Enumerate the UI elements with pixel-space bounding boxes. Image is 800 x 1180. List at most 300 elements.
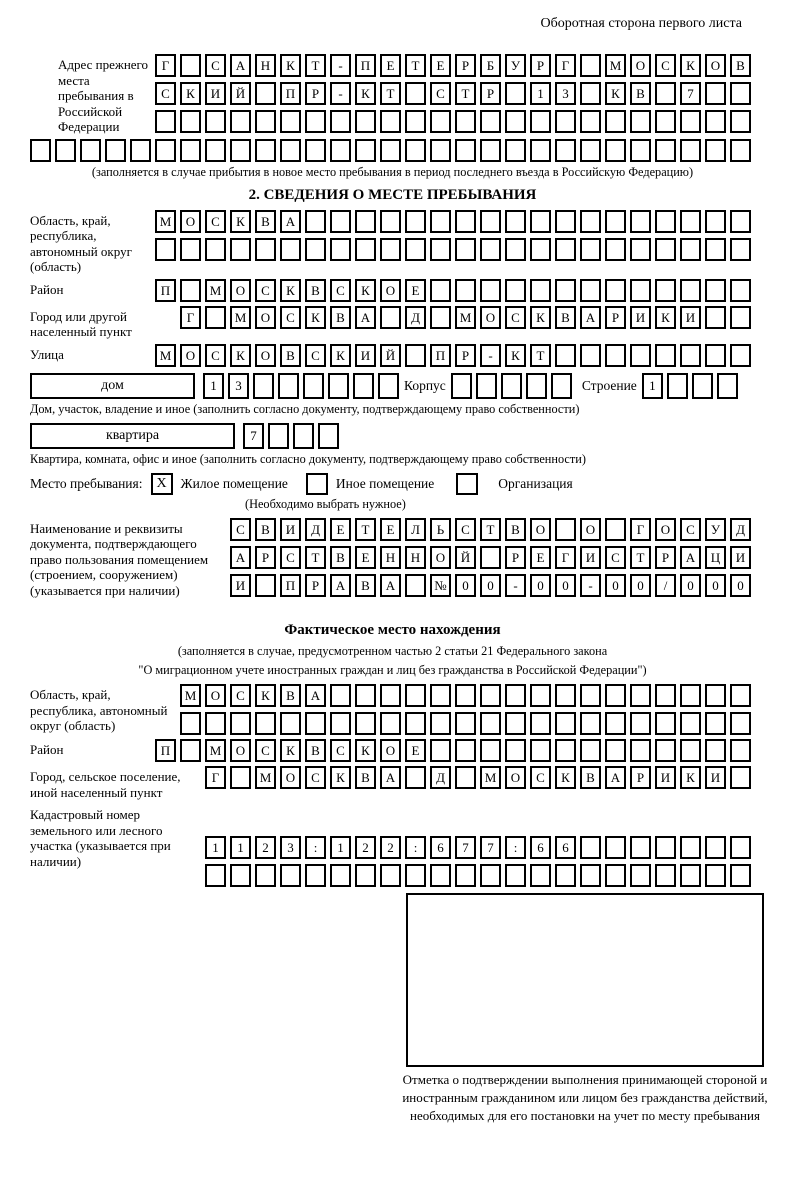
char-cell[interactable]: 2 (355, 836, 376, 859)
char-cell[interactable] (655, 82, 676, 105)
char-cell[interactable] (330, 238, 351, 261)
char-cell[interactable] (530, 139, 551, 162)
char-cell[interactable]: К (255, 684, 276, 707)
char-cell[interactable]: С (655, 54, 676, 77)
char-cell[interactable]: И (730, 546, 751, 569)
char-cell[interactable] (630, 864, 651, 887)
char-cell[interactable] (630, 712, 651, 735)
char-cell[interactable] (680, 139, 701, 162)
char-cell[interactable] (405, 110, 426, 133)
char-cell[interactable]: У (505, 54, 526, 77)
flat-type-box[interactable]: квартира (30, 423, 235, 449)
char-cell[interactable] (253, 373, 274, 399)
char-cell[interactable] (630, 139, 651, 162)
char-cell[interactable] (230, 766, 251, 789)
char-cell[interactable]: Т (305, 546, 326, 569)
char-cell[interactable] (205, 712, 226, 735)
char-cell[interactable]: 1 (642, 373, 663, 399)
char-cell[interactable]: С (280, 306, 301, 329)
char-cell[interactable] (680, 836, 701, 859)
char-cell[interactable] (180, 139, 201, 162)
char-cell[interactable]: К (180, 82, 201, 105)
char-cell[interactable]: С (155, 82, 176, 105)
char-cell[interactable]: О (480, 306, 501, 329)
char-cell[interactable] (430, 684, 451, 707)
char-cell[interactable] (430, 139, 451, 162)
char-cell[interactable]: 3 (280, 836, 301, 859)
char-cell[interactable]: 0 (455, 574, 476, 597)
char-cell[interactable] (180, 712, 201, 735)
char-cell[interactable] (580, 684, 601, 707)
char-cell[interactable] (580, 82, 601, 105)
char-cell[interactable] (455, 864, 476, 887)
char-cell[interactable]: С (205, 210, 226, 233)
char-cell[interactable] (705, 344, 726, 367)
char-cell[interactable] (630, 279, 651, 302)
char-cell[interactable]: В (305, 279, 326, 302)
char-cell[interactable]: Г (630, 518, 651, 541)
char-cell[interactable] (355, 139, 376, 162)
char-cell[interactable] (655, 739, 676, 762)
char-cell[interactable]: К (230, 344, 251, 367)
char-cell[interactable] (705, 210, 726, 233)
char-cell[interactable] (655, 836, 676, 859)
char-cell[interactable]: С (455, 518, 476, 541)
char-cell[interactable] (501, 373, 522, 399)
char-cell[interactable] (480, 864, 501, 887)
char-cell[interactable] (455, 739, 476, 762)
char-cell[interactable]: Е (380, 518, 401, 541)
char-cell[interactable] (555, 139, 576, 162)
char-cell[interactable]: П (155, 279, 176, 302)
char-cell[interactable] (730, 82, 751, 105)
char-cell[interactable] (730, 306, 751, 329)
char-cell[interactable]: Р (630, 766, 651, 789)
char-cell[interactable] (380, 139, 401, 162)
char-cell[interactable]: М (155, 210, 176, 233)
char-cell[interactable] (555, 279, 576, 302)
char-cell[interactable] (205, 139, 226, 162)
char-cell[interactable]: О (205, 684, 226, 707)
char-cell[interactable] (530, 279, 551, 302)
char-cell[interactable] (405, 712, 426, 735)
char-cell[interactable]: К (680, 766, 701, 789)
stay-type-checkbox-residential[interactable]: X (151, 473, 173, 495)
char-cell[interactable]: М (455, 306, 476, 329)
char-cell[interactable] (353, 373, 374, 399)
char-cell[interactable] (680, 684, 701, 707)
char-cell[interactable] (692, 373, 713, 399)
char-cell[interactable]: 0 (480, 574, 501, 597)
char-cell[interactable] (505, 739, 526, 762)
char-cell[interactable]: К (280, 279, 301, 302)
char-cell[interactable] (255, 110, 276, 133)
char-cell[interactable]: 1 (530, 82, 551, 105)
char-cell[interactable] (255, 574, 276, 597)
char-cell[interactable] (355, 864, 376, 887)
char-cell[interactable]: О (230, 739, 251, 762)
char-cell[interactable]: В (580, 766, 601, 789)
char-cell[interactable]: Е (405, 739, 426, 762)
char-cell[interactable]: Н (380, 546, 401, 569)
char-cell[interactable]: Г (555, 546, 576, 569)
char-cell[interactable] (717, 373, 738, 399)
char-cell[interactable]: П (155, 739, 176, 762)
char-cell[interactable]: С (330, 739, 351, 762)
char-cell[interactable] (278, 373, 299, 399)
char-cell[interactable]: 0 (730, 574, 751, 597)
char-cell[interactable] (405, 238, 426, 261)
char-cell[interactable] (630, 684, 651, 707)
char-cell[interactable] (730, 210, 751, 233)
char-cell[interactable] (580, 238, 601, 261)
char-cell[interactable]: С (255, 279, 276, 302)
char-cell[interactable] (305, 210, 326, 233)
char-cell[interactable]: - (330, 54, 351, 77)
char-cell[interactable]: И (355, 344, 376, 367)
char-cell[interactable] (180, 110, 201, 133)
char-cell[interactable] (378, 373, 399, 399)
char-cell[interactable] (505, 110, 526, 133)
char-cell[interactable]: С (230, 684, 251, 707)
char-cell[interactable] (280, 238, 301, 261)
char-cell[interactable] (580, 864, 601, 887)
char-cell[interactable] (455, 210, 476, 233)
char-cell[interactable] (230, 864, 251, 887)
char-cell[interactable]: Т (405, 54, 426, 77)
char-cell[interactable]: А (605, 766, 626, 789)
char-cell[interactable] (505, 279, 526, 302)
char-cell[interactable] (555, 739, 576, 762)
char-cell[interactable] (630, 836, 651, 859)
char-cell[interactable] (480, 546, 501, 569)
char-cell[interactable]: О (380, 739, 401, 762)
char-cell[interactable] (293, 423, 314, 449)
char-cell[interactable]: И (580, 546, 601, 569)
char-cell[interactable] (705, 684, 726, 707)
char-cell[interactable] (255, 82, 276, 105)
char-cell[interactable] (630, 238, 651, 261)
char-cell[interactable] (705, 836, 726, 859)
char-cell[interactable] (580, 712, 601, 735)
char-cell[interactable]: Д (305, 518, 326, 541)
char-cell[interactable]: 1 (230, 836, 251, 859)
char-cell[interactable]: Ь (430, 518, 451, 541)
char-cell[interactable] (605, 344, 626, 367)
char-cell[interactable] (580, 139, 601, 162)
char-cell[interactable] (505, 864, 526, 887)
char-cell[interactable]: С (205, 344, 226, 367)
char-cell[interactable]: Р (455, 344, 476, 367)
char-cell[interactable] (280, 110, 301, 133)
char-cell[interactable]: Ц (705, 546, 726, 569)
char-cell[interactable] (380, 864, 401, 887)
char-cell[interactable]: Й (455, 546, 476, 569)
char-cell[interactable]: Б (480, 54, 501, 77)
char-cell[interactable] (605, 712, 626, 735)
char-cell[interactable] (655, 238, 676, 261)
char-cell[interactable]: 7 (243, 423, 264, 449)
char-cell[interactable]: О (630, 54, 651, 77)
char-cell[interactable]: Й (380, 344, 401, 367)
char-cell[interactable]: С (430, 82, 451, 105)
char-cell[interactable]: К (305, 306, 326, 329)
char-cell[interactable] (405, 344, 426, 367)
char-cell[interactable]: М (180, 684, 201, 707)
char-cell[interactable] (355, 110, 376, 133)
char-cell[interactable]: М (155, 344, 176, 367)
char-cell[interactable] (505, 238, 526, 261)
char-cell[interactable] (380, 210, 401, 233)
char-cell[interactable] (430, 238, 451, 261)
char-cell[interactable]: С (330, 279, 351, 302)
char-cell[interactable] (680, 210, 701, 233)
char-cell[interactable]: К (355, 739, 376, 762)
char-cell[interactable]: Р (305, 82, 326, 105)
char-cell[interactable] (303, 373, 324, 399)
char-cell[interactable]: В (555, 306, 576, 329)
char-cell[interactable]: Т (355, 518, 376, 541)
char-cell[interactable] (355, 210, 376, 233)
char-cell[interactable] (455, 712, 476, 735)
char-cell[interactable]: 0 (680, 574, 701, 597)
char-cell[interactable]: С (280, 546, 301, 569)
char-cell[interactable] (451, 373, 472, 399)
char-cell[interactable]: Р (455, 54, 476, 77)
char-cell[interactable]: И (280, 518, 301, 541)
char-cell[interactable]: О (530, 518, 551, 541)
char-cell[interactable]: Р (505, 546, 526, 569)
char-cell[interactable]: В (330, 306, 351, 329)
char-cell[interactable]: 6 (555, 836, 576, 859)
char-cell[interactable]: В (355, 574, 376, 597)
char-cell[interactable]: С (305, 344, 326, 367)
char-cell[interactable] (555, 238, 576, 261)
char-cell[interactable] (730, 139, 751, 162)
char-cell[interactable]: К (280, 739, 301, 762)
char-cell[interactable]: - (330, 82, 351, 105)
char-cell[interactable] (455, 110, 476, 133)
char-cell[interactable] (230, 139, 251, 162)
char-cell[interactable] (530, 712, 551, 735)
char-cell[interactable]: Д (405, 306, 426, 329)
char-cell[interactable]: С (505, 306, 526, 329)
char-cell[interactable] (730, 279, 751, 302)
char-cell[interactable] (205, 238, 226, 261)
stay-type-checkbox-organization[interactable] (456, 473, 478, 495)
char-cell[interactable] (328, 373, 349, 399)
char-cell[interactable] (730, 238, 751, 261)
char-cell[interactable] (405, 766, 426, 789)
char-cell[interactable] (555, 518, 576, 541)
char-cell[interactable] (318, 423, 339, 449)
char-cell[interactable] (405, 864, 426, 887)
char-cell[interactable]: 0 (705, 574, 726, 597)
char-cell[interactable] (555, 712, 576, 735)
char-cell[interactable]: К (280, 54, 301, 77)
char-cell[interactable] (380, 110, 401, 133)
char-cell[interactable]: И (680, 306, 701, 329)
char-cell[interactable] (530, 864, 551, 887)
char-cell[interactable]: 7 (480, 836, 501, 859)
char-cell[interactable]: Е (430, 54, 451, 77)
char-cell[interactable] (730, 864, 751, 887)
char-cell[interactable] (680, 238, 701, 261)
char-cell[interactable] (505, 210, 526, 233)
char-cell[interactable]: К (680, 54, 701, 77)
char-cell[interactable] (455, 766, 476, 789)
char-cell[interactable]: С (680, 518, 701, 541)
char-cell[interactable] (380, 238, 401, 261)
char-cell[interactable] (330, 139, 351, 162)
char-cell[interactable] (430, 279, 451, 302)
char-cell[interactable] (705, 279, 726, 302)
char-cell[interactable] (605, 518, 626, 541)
char-cell[interactable] (555, 110, 576, 133)
char-cell[interactable]: И (630, 306, 651, 329)
char-cell[interactable] (180, 279, 201, 302)
char-cell[interactable] (505, 712, 526, 735)
char-cell[interactable] (330, 864, 351, 887)
char-cell[interactable] (155, 238, 176, 261)
char-cell[interactable]: Г (205, 766, 226, 789)
char-cell[interactable]: Е (355, 546, 376, 569)
char-cell[interactable] (180, 739, 201, 762)
char-cell[interactable] (730, 110, 751, 133)
char-cell[interactable]: 2 (380, 836, 401, 859)
char-cell[interactable] (205, 306, 226, 329)
char-cell[interactable]: 7 (680, 82, 701, 105)
stay-type-checkbox-other[interactable] (306, 473, 328, 495)
char-cell[interactable] (180, 238, 201, 261)
char-cell[interactable]: Л (405, 518, 426, 541)
char-cell[interactable] (405, 82, 426, 105)
char-cell[interactable] (730, 344, 751, 367)
char-cell[interactable]: 0 (530, 574, 551, 597)
char-cell[interactable] (605, 279, 626, 302)
char-cell[interactable]: Д (730, 518, 751, 541)
char-cell[interactable]: : (405, 836, 426, 859)
char-cell[interactable] (580, 110, 601, 133)
char-cell[interactable]: С (305, 766, 326, 789)
char-cell[interactable] (605, 238, 626, 261)
char-cell[interactable]: 0 (605, 574, 626, 597)
char-cell[interactable]: В (255, 210, 276, 233)
char-cell[interactable] (180, 54, 201, 77)
char-cell[interactable] (530, 210, 551, 233)
char-cell[interactable] (380, 684, 401, 707)
char-cell[interactable] (330, 684, 351, 707)
char-cell[interactable]: П (430, 344, 451, 367)
char-cell[interactable]: К (330, 344, 351, 367)
char-cell[interactable]: О (380, 279, 401, 302)
char-cell[interactable]: 3 (555, 82, 576, 105)
char-cell[interactable]: В (505, 518, 526, 541)
char-cell[interactable] (355, 684, 376, 707)
char-cell[interactable] (580, 836, 601, 859)
char-cell[interactable] (530, 238, 551, 261)
char-cell[interactable] (680, 110, 701, 133)
char-cell[interactable]: О (505, 766, 526, 789)
char-cell[interactable] (730, 836, 751, 859)
char-cell[interactable] (655, 684, 676, 707)
char-cell[interactable] (655, 210, 676, 233)
char-cell[interactable]: 6 (530, 836, 551, 859)
char-cell[interactable] (305, 238, 326, 261)
char-cell[interactable]: А (680, 546, 701, 569)
char-cell[interactable] (430, 306, 451, 329)
char-cell[interactable] (680, 344, 701, 367)
char-cell[interactable]: А (580, 306, 601, 329)
char-cell[interactable] (730, 684, 751, 707)
char-cell[interactable] (430, 739, 451, 762)
char-cell[interactable]: 6 (430, 836, 451, 859)
char-cell[interactable]: В (305, 739, 326, 762)
char-cell[interactable]: К (530, 306, 551, 329)
char-cell[interactable]: К (655, 306, 676, 329)
char-cell[interactable] (480, 110, 501, 133)
char-cell[interactable]: С (530, 766, 551, 789)
char-cell[interactable] (605, 836, 626, 859)
char-cell[interactable]: Т (630, 546, 651, 569)
char-cell[interactable] (480, 238, 501, 261)
char-cell[interactable] (630, 110, 651, 133)
char-cell[interactable] (355, 712, 376, 735)
char-cell[interactable] (305, 110, 326, 133)
char-cell[interactable] (455, 684, 476, 707)
char-cell[interactable] (455, 139, 476, 162)
char-cell[interactable]: В (630, 82, 651, 105)
char-cell[interactable]: К (230, 210, 251, 233)
char-cell[interactable] (705, 712, 726, 735)
char-cell[interactable] (605, 684, 626, 707)
char-cell[interactable]: П (280, 574, 301, 597)
char-cell[interactable]: К (355, 82, 376, 105)
char-cell[interactable]: 1 (330, 836, 351, 859)
char-cell[interactable]: 0 (555, 574, 576, 597)
char-cell[interactable]: 0 (630, 574, 651, 597)
char-cell[interactable]: Т (380, 82, 401, 105)
char-cell[interactable] (605, 210, 626, 233)
char-cell[interactable] (30, 139, 51, 162)
char-cell[interactable] (605, 110, 626, 133)
char-cell[interactable] (705, 739, 726, 762)
char-cell[interactable] (455, 238, 476, 261)
char-cell[interactable]: И (705, 766, 726, 789)
char-cell[interactable]: О (180, 344, 201, 367)
char-cell[interactable] (430, 712, 451, 735)
char-cell[interactable] (605, 739, 626, 762)
char-cell[interactable]: О (280, 766, 301, 789)
char-cell[interactable] (405, 139, 426, 162)
char-cell[interactable]: - (480, 344, 501, 367)
char-cell[interactable]: С (605, 546, 626, 569)
char-cell[interactable] (268, 423, 289, 449)
char-cell[interactable]: : (505, 836, 526, 859)
char-cell[interactable] (305, 139, 326, 162)
char-cell[interactable] (305, 864, 326, 887)
char-cell[interactable]: А (380, 574, 401, 597)
char-cell[interactable] (580, 344, 601, 367)
char-cell[interactable] (655, 712, 676, 735)
char-cell[interactable] (505, 139, 526, 162)
char-cell[interactable] (530, 684, 551, 707)
char-cell[interactable] (430, 864, 451, 887)
char-cell[interactable] (255, 712, 276, 735)
char-cell[interactable]: Т (455, 82, 476, 105)
char-cell[interactable] (405, 574, 426, 597)
char-cell[interactable]: Р (530, 54, 551, 77)
